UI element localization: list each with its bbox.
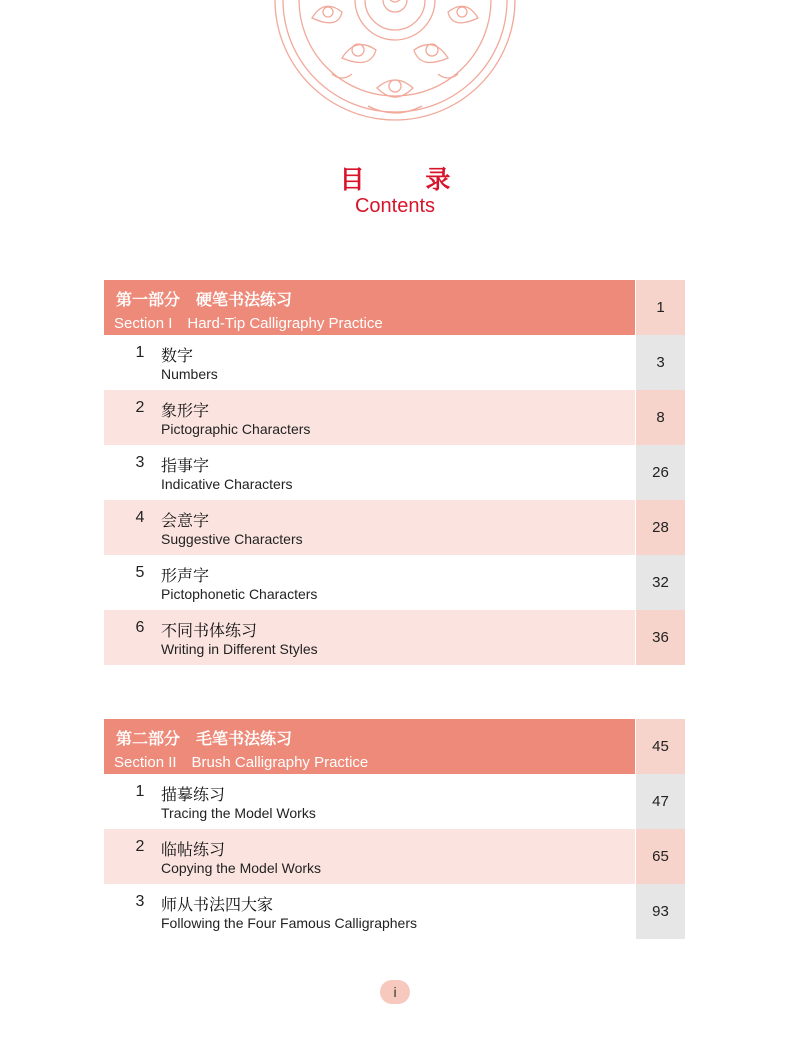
item-title-chinese: 象形字 xyxy=(161,401,210,420)
item-title-chinese: 师从书法四大家 xyxy=(161,895,274,914)
item-title-english: Indicative Characters xyxy=(161,476,293,492)
item-title-chinese: 数字 xyxy=(161,346,194,365)
page-number: 47 xyxy=(636,774,685,829)
section-header[interactable] xyxy=(104,280,685,335)
item-number: 6 xyxy=(135,619,145,636)
section-header[interactable] xyxy=(104,719,685,774)
page-number: 45 xyxy=(636,719,685,774)
section-title-chinese: 第一部分 硬笔书法练习 xyxy=(116,290,293,309)
section-title-chinese: 第二部分 毛笔书法练习 xyxy=(116,729,293,748)
page-number: 32 xyxy=(636,555,685,610)
page-number: 28 xyxy=(636,500,685,555)
page-number: 1 xyxy=(636,280,685,335)
section-title-english: Section I Hard-Tip Calligraphy Practice xyxy=(114,315,383,332)
item-number: 5 xyxy=(135,564,145,581)
item-title-chinese: 会意字 xyxy=(161,511,210,530)
toc-item[interactable] xyxy=(104,500,685,555)
toc-section-2 xyxy=(104,719,685,939)
item-title-chinese: 描摹练习 xyxy=(161,785,226,804)
toc-item[interactable] xyxy=(104,335,685,390)
toc-item[interactable] xyxy=(104,390,685,445)
toc-item[interactable] xyxy=(104,445,685,500)
item-title-english: Pictographic Characters xyxy=(161,421,311,437)
page-title-chinese: 目 录 xyxy=(339,165,477,194)
decorative-medallion xyxy=(272,0,518,126)
page-number: 3 xyxy=(636,335,685,390)
toc-item[interactable] xyxy=(104,884,685,939)
item-number: 3 xyxy=(135,454,145,471)
item-number: 3 xyxy=(135,893,145,910)
toc-section-1 xyxy=(104,280,685,665)
item-title-english: Pictophonetic Characters xyxy=(161,586,318,602)
page-number: 65 xyxy=(636,829,685,884)
item-number: 4 xyxy=(135,509,145,526)
item-title-chinese: 形声字 xyxy=(161,566,210,585)
item-number: 2 xyxy=(135,838,145,855)
item-number: 1 xyxy=(135,783,145,800)
item-title-english: Following the Four Famous Calligraphers xyxy=(161,915,417,931)
item-title-english: Suggestive Characters xyxy=(161,531,303,547)
item-title-english: Numbers xyxy=(161,366,218,382)
page-title-english: Contents xyxy=(354,195,436,217)
page-number: 26 xyxy=(636,445,685,500)
section-title-english: Section II Brush Calligraphy Practice xyxy=(114,754,369,771)
page-number: 93 xyxy=(636,884,685,939)
toc-item[interactable] xyxy=(104,555,685,610)
item-title-english: Tracing the Model Works xyxy=(161,805,316,821)
toc-item[interactable] xyxy=(104,829,685,884)
page-number: 36 xyxy=(636,610,685,665)
item-title-chinese: 指事字 xyxy=(161,456,210,475)
item-title-english: Writing in Different Styles xyxy=(161,641,318,657)
toc-item[interactable] xyxy=(104,610,685,665)
item-number: 1 xyxy=(135,344,145,361)
item-title-chinese: 不同书体练习 xyxy=(161,621,258,640)
footer-page-number: i xyxy=(380,980,410,1004)
item-number: 2 xyxy=(135,399,145,416)
item-title-chinese: 临帖练习 xyxy=(161,840,226,859)
page-number: 8 xyxy=(636,390,685,445)
item-title-english: Copying the Model Works xyxy=(161,860,322,876)
toc-item[interactable] xyxy=(104,774,685,829)
